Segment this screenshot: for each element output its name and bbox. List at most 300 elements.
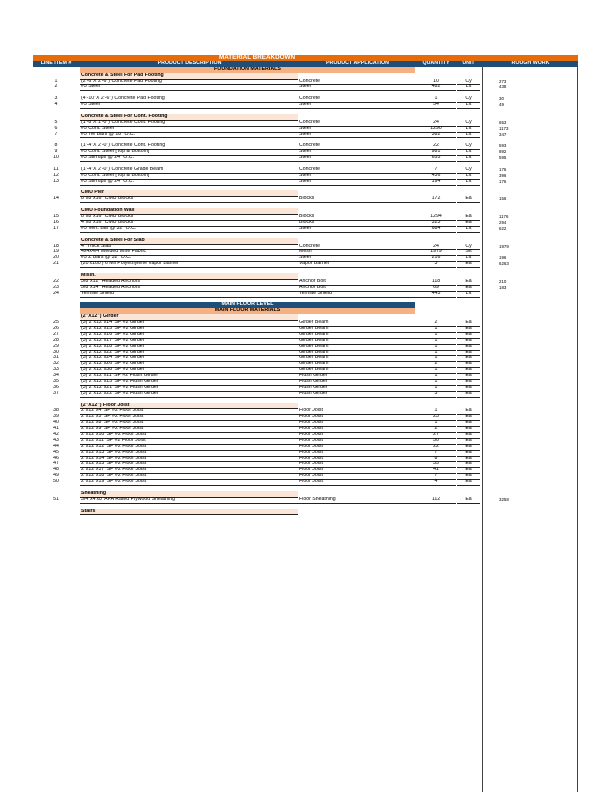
unit: Ea (457, 414, 480, 421)
unit: Lft (457, 173, 480, 180)
product-application: Anchor Bolt (298, 279, 416, 286)
product-application: Floor Joist (298, 432, 416, 439)
header-unit: UNIT (462, 60, 475, 66)
quantity: 1 (416, 344, 456, 351)
unit: Cy (457, 120, 480, 127)
line-item-number: 18 (53, 243, 59, 249)
unit: Ea (457, 214, 480, 221)
product-description: (3) 2"x12"x11' SP #2 Flush Girder (80, 373, 298, 380)
unit: Ea (457, 420, 480, 427)
product-application: Girder Beam (298, 350, 416, 357)
product-description: 2"x12"x19' SP #2 Floor Joist (80, 479, 298, 486)
unit: Ea (457, 473, 480, 480)
line-item-number: 45 (53, 449, 59, 455)
product-description: #5 Tie Bars @ 18" O.C. (80, 132, 298, 139)
product-application: Girder Beam (298, 344, 416, 351)
product-description: (3) 2"x12"x15' SP #2 Girder (80, 326, 298, 333)
rough-work-value: 196 (499, 255, 507, 261)
product-description: 8"x8"x16" CMU Blocks (80, 214, 298, 221)
group-label: Concrete & Steel For Cont. Footing (80, 114, 298, 121)
line-item-number: 9 (54, 149, 58, 155)
product-description: (4'-10"X 2'-6") Concrete Pad Footing (80, 96, 298, 103)
quantity: 3 (416, 391, 456, 398)
group-label: (2"X12") Girder (80, 314, 298, 321)
section-label: FOUNDATION MATERIALS (80, 67, 415, 73)
unit: Ea (457, 497, 480, 504)
product-application: Blocks (298, 220, 416, 227)
product-description: 2"x12"x11' SP #2 Floor Joist (80, 438, 298, 445)
product-application: Concrete (298, 167, 416, 174)
product-application: Mesh (298, 249, 416, 256)
product-description: 2"x12"x10' SP #2 Floor Joist (80, 432, 298, 439)
product-description: #5 Steel (80, 102, 298, 109)
product-description: #5 Vert. Bar @ 32" O.C. (80, 226, 298, 233)
line-item-number: 47 (53, 461, 59, 467)
product-description: 2"x12"x13' SP #2 Floor Joist (80, 450, 298, 457)
product-application: Concrete (298, 79, 416, 86)
product-description: 5/8"x12" Headed Anchors (80, 279, 298, 286)
product-description: (1'-4"X 2'-0") Concrete Cont. Footing (80, 143, 298, 150)
product-application: Steel (298, 102, 416, 109)
quantity: 54 (416, 102, 456, 109)
product-description: (3) 2"x12"x13' SP #2 Flush Girder (80, 379, 298, 386)
product-description: #3 Stirrups @ 24" O.C. (80, 179, 298, 186)
line-item-number: 15 (53, 214, 59, 220)
group-label: Stairs (80, 509, 298, 516)
quantity: 216 (416, 255, 456, 262)
line-item-number: 24 (53, 290, 59, 296)
line-item-number: 37 (53, 390, 59, 396)
product-application: Concrete (298, 244, 416, 251)
line-item-number: 8 (54, 143, 58, 149)
rough-work-value: 892 (499, 149, 507, 155)
product-description: 4"x8"x16" CMU Blocks (80, 220, 298, 227)
quantity: 1 (416, 420, 456, 427)
product-description: (20'x100') 6 Mil Polyethylene Vapor Barrier (80, 261, 298, 268)
product-description: (3) 2"x12"x18' SP #2 Girder (80, 344, 298, 351)
unit: Cy (457, 143, 480, 150)
unit: Ea (457, 373, 480, 380)
quantity: 323 (416, 220, 456, 227)
line-item-number: 46 (53, 455, 59, 461)
quantity: 7 (416, 167, 456, 174)
product-description: (2'-6"X 2'-6") Concrete Pad Footing (80, 79, 298, 86)
quantity: 436 (416, 173, 456, 180)
unit: Ea (457, 426, 480, 433)
line-item-number: 23 (53, 284, 59, 290)
line-item-number: 14 (53, 196, 59, 202)
line-item-number: 11 (53, 166, 59, 172)
unit: Ea (457, 261, 480, 268)
product-description: 5/8"x14" Headed Anchors (80, 285, 298, 292)
unit: Ea (457, 220, 480, 227)
quantity: 1 (416, 379, 456, 386)
line-item-number: 7 (54, 131, 58, 137)
unit: Ea (457, 432, 480, 439)
product-description: (3) 2"x12"x16' SP #2 Girder (80, 332, 298, 339)
line-item-number: 33 (53, 367, 59, 373)
quantity: 655 (416, 155, 456, 162)
group-label: Sheathing (80, 491, 298, 498)
section-label: MAIN FLOOR MATERIALS (80, 308, 415, 314)
quantity: 69 (416, 285, 456, 292)
quantity: 382 (416, 132, 456, 139)
line-item-number: 25 (53, 320, 59, 326)
unit: Lft (457, 102, 480, 109)
product-description: #5 Cont. Steel (80, 126, 298, 133)
quantity: 41 (416, 467, 456, 474)
line-item-number: 17 (53, 225, 59, 231)
rough-work-value: 347 (499, 131, 507, 137)
unit: Ea (457, 361, 480, 368)
unit: Ea (457, 450, 480, 457)
rough-work-value: 176 (499, 166, 507, 172)
product-application: Concrete (298, 96, 416, 103)
line-item-number: 3 (54, 96, 58, 102)
product-description: 2"x12"x5' SP #2 Floor Joist (80, 414, 298, 421)
unit: Lft (457, 291, 480, 298)
product-application: Girder Beam (298, 355, 416, 362)
line-item-number: 12 (53, 172, 59, 178)
product-description: (3) 2"x12"x26' SP #2 Girder (80, 361, 298, 368)
unit: Ea (457, 338, 480, 345)
product-application: Steel (298, 132, 416, 139)
product-description: #3 Stirrups @ 24" O.C. (80, 155, 298, 162)
rough-work-value: 653 (499, 119, 507, 125)
line-item-number: 48 (53, 467, 59, 473)
quantity: 4 (416, 479, 456, 486)
rough-work-value: 294 (499, 219, 507, 225)
unit: Ea (457, 391, 480, 398)
quantity: 1 (416, 332, 456, 339)
product-application: Girder Beam (298, 332, 416, 339)
quantity: 3 (416, 261, 456, 268)
quantity: 1979 (416, 249, 456, 256)
line-item-number: 2 (54, 84, 58, 90)
unit: Cy (457, 244, 480, 251)
line-item-number: 31 (53, 355, 59, 361)
unit: Ea (457, 332, 480, 339)
rough-work-value: 1173 (499, 125, 509, 131)
product-description: 2"x12"x18' SP #2 Floor Joist (80, 473, 298, 480)
quantity: 1 (416, 373, 456, 380)
unit: Ea (457, 444, 480, 451)
product-application: Anchor Bolt (298, 285, 416, 292)
line-item-number: 1 (54, 78, 58, 84)
product-description: (1'-8"X 1'-0") Concrete Cont. Footing (80, 120, 298, 127)
unit: Ea (457, 285, 480, 292)
line-item-number: 38 (53, 408, 59, 414)
unit: Lft (457, 226, 480, 233)
quantity: 1 (416, 326, 456, 333)
product-description: #5 Steel (80, 84, 298, 91)
line-item-number: 27 (53, 331, 59, 337)
quantity: 1 (416, 338, 456, 345)
quantity: 2 (416, 320, 456, 327)
product-description: 3/4"x4'x8' APA Rated Plywood Sheathing (80, 497, 298, 504)
unit: Lft (457, 155, 480, 162)
product-description: (1'-4"X 2'-0") Concrete Grade Beam (80, 167, 298, 174)
line-item-number: 32 (53, 361, 59, 367)
product-description: #5 Cont. Steel [Top & Bottom] (80, 149, 298, 156)
quantity: 2 (416, 426, 456, 433)
rough-work-value: 595 (499, 155, 507, 161)
product-application: Girder Beam (298, 361, 416, 368)
product-application: Flush Girder (298, 379, 416, 386)
product-application: Steel (298, 155, 416, 162)
header-rough-work: ROUGH WORK (511, 60, 550, 66)
product-application: Steel (298, 179, 416, 186)
quantity: 1 (416, 385, 456, 392)
unit: Ea (457, 367, 480, 374)
material-breakdown-table (33, 55, 578, 514)
unit: Lft (457, 149, 480, 156)
quantity: 35 (416, 461, 456, 468)
rough-work-value: 1176 (499, 214, 509, 220)
product-application: Steel (298, 84, 416, 91)
product-application: Termite Shield (298, 291, 416, 298)
unit: Lft (457, 132, 480, 139)
product-description: (3) 2"x12"x38' SP #2 Girder (80, 367, 298, 374)
product-application: Flush Girder (298, 385, 416, 392)
product-application: Blocks (298, 196, 416, 203)
product-application: Flush Girder (298, 391, 416, 398)
header-application: PRODUCT APPLICATION (326, 60, 389, 66)
product-description: #5 Cont. Steel [Top & Bottom] (80, 173, 298, 180)
quantity: 7 (416, 450, 456, 457)
unit: Ea (457, 279, 480, 286)
rough-work-value: 396 (499, 172, 507, 178)
quantity: 482 (416, 84, 456, 91)
product-application: Girder Beam (298, 338, 416, 345)
quantity: 1 (416, 350, 456, 357)
product-application: Steel (298, 149, 416, 156)
product-application: Floor Joist (298, 444, 416, 451)
rough-work-value: 6263 (499, 261, 509, 267)
product-application: Vapor Barrier (298, 261, 416, 268)
product-application: Floor Joist (298, 473, 416, 480)
product-description: 2"x12"x9' SP #2 Floor Joist (80, 426, 298, 433)
line-item-number: 30 (53, 349, 59, 355)
unit: Ea (457, 320, 480, 327)
line-item-number: 16 (53, 219, 59, 225)
quantity: 8 (416, 456, 456, 463)
rough-work-value: 593 (499, 143, 507, 149)
quantity: 27 (416, 432, 456, 439)
quantity: 118 (416, 279, 456, 286)
quantity: 194 (416, 179, 456, 186)
product-application: Steel (298, 226, 416, 233)
unit: Cy (457, 79, 480, 86)
line-item-number: 43 (53, 437, 59, 443)
quantity: 23 (416, 414, 456, 421)
unit: Lft (457, 179, 480, 186)
product-application: Steel (298, 173, 416, 180)
product-description: 2"x12"x17' SP #2 Floor Joist (80, 467, 298, 474)
product-description: 2"x12"x14' SP #2 Floor Joist (80, 456, 298, 463)
quantity: 1 (416, 408, 456, 415)
section-label: MAIN FLOOR LEVEL (80, 302, 415, 308)
unit: Ea (457, 326, 480, 333)
line-item-number: 40 (53, 420, 59, 426)
product-application: Girder Beam (298, 367, 416, 374)
group-label: (2"X12") Floor Joist (80, 403, 298, 410)
table-title: MATERIAL BREAKDOWN (218, 55, 296, 61)
product-application: Floor Joist (298, 408, 416, 415)
product-application: Girder Beam (298, 320, 416, 327)
product-description: 2"x12"x8' SP #2 Floor Joist (80, 420, 298, 427)
line-item-number: 10 (53, 155, 59, 161)
product-description: (3) 2"x12"x17' SP #2 Girder (80, 338, 298, 345)
product-application: Floor Joist (298, 426, 416, 433)
product-application: Blocks (298, 214, 416, 221)
product-description: 4" Thick Slab (80, 244, 298, 251)
product-description: (3) 2"x12"x22' SP #2 Girder (80, 350, 298, 357)
quantity: 2 (416, 361, 456, 368)
rough-work-value: 30 (499, 96, 504, 102)
rough-work-value: 622 (499, 225, 507, 231)
line-item-number: 49 (53, 473, 59, 479)
line-item-number: 51 (53, 496, 59, 502)
line-item-number: 35 (53, 378, 59, 384)
line-item-number: 50 (53, 479, 59, 485)
line-item-number: 28 (53, 337, 59, 343)
product-application: Floor Joist (298, 479, 416, 486)
group-label: Misln. (80, 273, 298, 280)
quantity: 684 (416, 226, 456, 233)
product-application: Concrete (298, 120, 416, 127)
product-description: #3 Z Bars @ 32 "O.C. (80, 255, 298, 262)
line-item-number: 21 (53, 261, 59, 267)
product-application: Steel (298, 255, 416, 262)
line-item-number: 19 (53, 249, 59, 255)
product-description: 4x4x4/4 Welded Wire Fabric (80, 249, 298, 256)
unit: Ea (457, 385, 480, 392)
product-description: (3) 2"x12"x14' SP #2 Girder (80, 320, 298, 327)
line-item-number: 34 (53, 373, 59, 379)
unit: Ea (457, 350, 480, 357)
group-label: CMU Foundation Wall (80, 208, 298, 215)
product-description: 2"x12"x15' SP #2 Floor Joist (80, 461, 298, 468)
unit: Lft (457, 84, 480, 91)
line-item-number: 26 (53, 325, 59, 331)
unit: Ea (457, 461, 480, 468)
line-item-number: 41 (53, 426, 59, 432)
line-item-number: 4 (54, 102, 58, 108)
unit: Ea (457, 379, 480, 386)
quantity: 7 (416, 473, 456, 480)
group-label: Concrete & Steel For Slab (80, 238, 298, 245)
unit: Lft (457, 255, 480, 262)
unit: Cy (457, 96, 480, 103)
unit: Ea (457, 467, 480, 474)
quantity: 1294 (416, 214, 456, 221)
quantity: 1 (416, 367, 456, 374)
quantity: 22 (416, 143, 456, 150)
unit: Ea (457, 196, 480, 203)
product-description: (3) 2"x12"x22' SP #2 Flush Girder (80, 391, 298, 398)
rough-work-value: 3258 (499, 496, 509, 502)
quantity: 172 (416, 196, 456, 203)
product-application: Floor Joist (298, 450, 416, 457)
product-application: Floor Joist (298, 438, 416, 445)
product-application: Floor Joist (298, 414, 416, 421)
product-application: Flush Girder (298, 373, 416, 380)
line-item-number: 44 (53, 443, 59, 449)
rough-work-value: 49 (499, 102, 504, 108)
unit: Ea (457, 355, 480, 362)
product-application: Floor Joist (298, 461, 416, 468)
unit: Ea (457, 438, 480, 445)
product-description: (3) 2"x12"x24' SP #2 Girder (80, 355, 298, 362)
quantity: 22 (416, 444, 456, 451)
rough-work-value: 176 (499, 178, 507, 184)
rough-work-value: 438 (499, 84, 507, 90)
quantity: 445 (416, 291, 456, 298)
unit: Ea (457, 479, 480, 486)
product-application: Concrete (298, 143, 416, 150)
rough-work-value: 1979 (499, 243, 509, 249)
header-line-item: LINE ITEM # (40, 60, 72, 66)
product-application: Steel (298, 126, 416, 133)
unit: Ea (457, 456, 480, 463)
line-item-number: 39 (53, 414, 59, 420)
unit: Cy (457, 167, 480, 174)
line-item-number: 20 (53, 255, 59, 261)
line-item-number: 29 (53, 343, 59, 349)
line-item-number: 5 (54, 119, 58, 125)
unit: Sft (457, 249, 480, 256)
product-application: Floor Joist (298, 467, 416, 474)
product-application: Girder Beam (298, 326, 416, 333)
line-item-number: 36 (53, 384, 59, 390)
quantity: 1 (416, 355, 456, 362)
line-item-number: 42 (53, 432, 59, 437)
product-description: (3) 2"x12"x21' SP #2 Flush Girder (80, 385, 298, 392)
rough-work-value: 156 (499, 196, 507, 202)
product-description: Termite Shield (80, 291, 298, 298)
rough-work-value: 210 (499, 278, 507, 284)
unit: Ea (457, 408, 480, 415)
quantity: 24 (416, 244, 456, 251)
line-item-number: 6 (54, 125, 58, 131)
quantity: 1290 (416, 126, 456, 133)
quantity: 10 (416, 79, 456, 86)
quantity: 1 (416, 96, 456, 103)
line-item-number: 22 (53, 278, 59, 284)
header-quantity: QUANTITY (422, 60, 450, 66)
product-application: Floor Joist (298, 456, 416, 463)
line-item-number: 13 (53, 178, 59, 184)
unit: Lft (457, 126, 480, 133)
table-body (33, 67, 578, 515)
product-description: 8"x8"x16" CMU Blocks (80, 196, 298, 203)
quantity: 24 (416, 120, 456, 127)
quantity: 30 (416, 438, 456, 445)
group-header-row (33, 509, 578, 515)
header-description: PRODUCT DESCRIPTION (157, 60, 222, 66)
group-label: CMU Pier (80, 190, 298, 197)
quantity: 112 (416, 497, 456, 504)
product-application: Floor Sheathing (298, 497, 416, 504)
product-application: Floor Joist (298, 420, 416, 427)
product-description: 2"x12"x4' SP #2 Floor Joist (80, 408, 298, 415)
rough-work-value: 183 (499, 284, 507, 290)
group-label: Concrete & Steel For Pad Footing (80, 73, 298, 80)
product-description: 2"x12"x12' SP #2 Floor Joist (80, 444, 298, 451)
unit: Ea (457, 344, 480, 351)
rough-work-value: 273 (499, 78, 507, 84)
